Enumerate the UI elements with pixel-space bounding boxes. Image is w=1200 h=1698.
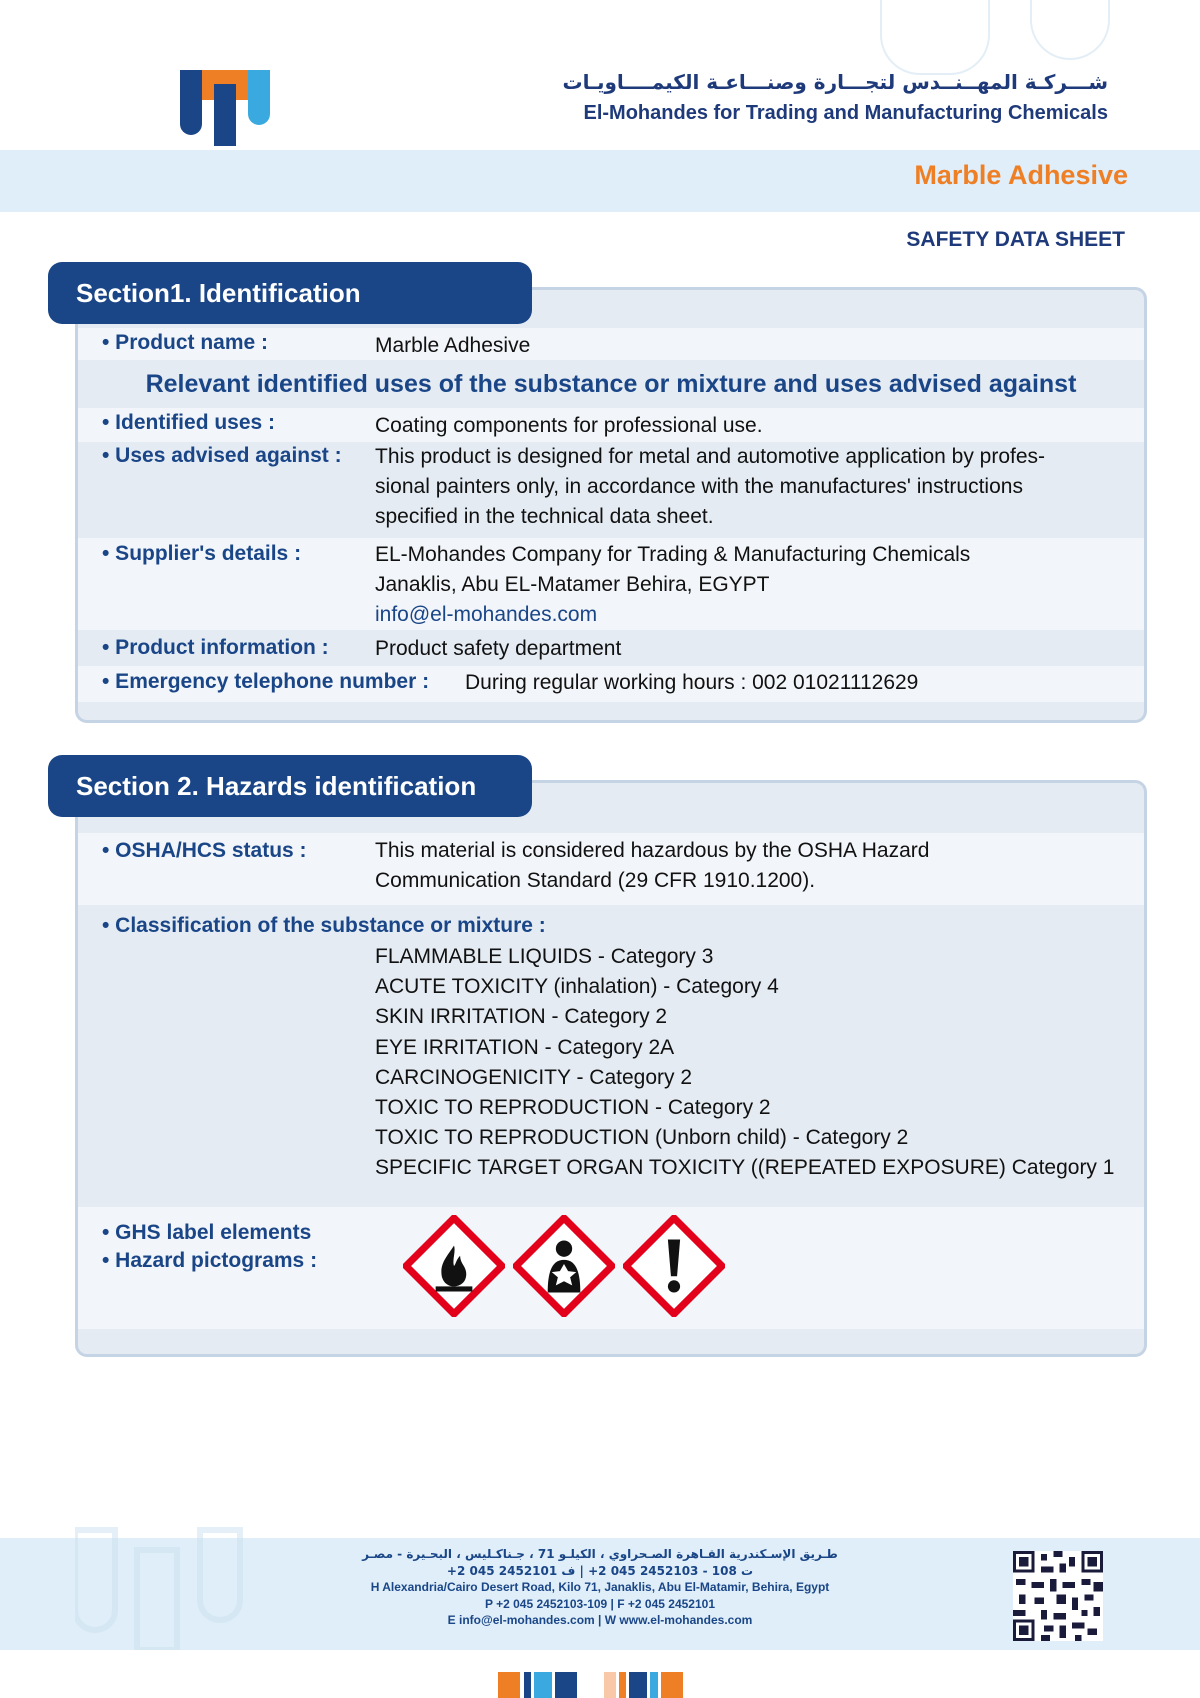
product-information-value: Product safety department <box>375 637 622 660</box>
footer-address: H Alexandria/Cairo Desert Road, Kilo 71, Janaklis, Abu El-Matamir, Behira, Egypt <box>370 1580 830 1594</box>
advised-against-line: sional painters only, in accordance with the manufactures' instructions <box>375 475 1023 498</box>
hazard-pictograms <box>403 1215 743 1325</box>
supplier-line: Janaklis, Abu EL-Matamer Behira, EGYPT <box>375 573 770 596</box>
product-name-row <box>78 328 1144 360</box>
hazard-pictograms-label: • Hazard pictograms : <box>102 1249 318 1272</box>
uses-advised-against-row <box>78 442 1144 534</box>
emergency-value: During regular working hours : 002 01021112629 <box>465 671 919 694</box>
product-information-row <box>78 634 1144 666</box>
osha-status-row <box>78 833 1144 905</box>
section-identification <box>75 287 1147 723</box>
footer-address-arabic: طـريق الإسـكندرية القـاهرة الصـحراوي ، الكيلـو 71 ، جـناكـليس ، البحـيرة - مصـر <box>362 1547 838 1561</box>
osha-status-value <box>375 836 929 896</box>
emergency-row <box>78 666 1144 702</box>
supplier-details-row <box>78 538 1144 630</box>
supplier-line: EL-Mohandes Company for Trading & Manufacturing Chemicals <box>375 543 971 566</box>
classification-item: ACUTE TOXICITY (inhalation) - Category 4 <box>375 975 779 999</box>
decorative-arch <box>1030 0 1110 60</box>
supplier-details-label: • Supplier's details : <box>102 542 302 565</box>
classification-item: SPECIFIC TARGET ORGAN TOXICITY ((REPEATED EXPOSURE) Category 1 <box>375 1156 1115 1180</box>
identified-uses-label: • Identified uses : <box>102 411 276 434</box>
classification-label: • Classification of the substance or mixture : <box>102 914 546 937</box>
classification-item: SKIN IRRITATION - Category 2 <box>375 1005 668 1029</box>
document-type: SAFETY DATA SHEET <box>906 228 1125 251</box>
decorative-arch <box>880 0 990 75</box>
osha-line: Communication Standard (29 CFR 1910.1200). <box>375 869 816 892</box>
supplier-email-link[interactable]: info@el-mohandes.com <box>375 603 598 626</box>
footer-color-bars <box>498 1672 703 1698</box>
footer-watermark-logo-icon <box>75 1520 255 1650</box>
company-name-english: El-Mohandes for Trading and Manufacturing Chemicals <box>583 102 1108 124</box>
advised-against-line: This product is designed for metal and automotive application by profes- <box>375 445 1046 468</box>
uses-advised-against-value <box>375 442 1045 532</box>
company-name-arabic: شـــركـة المهــنــدس لتجـــارة وصنـــاعـة الكيمــــاويـات <box>562 70 1108 94</box>
osha-status-label: • OSHA/HCS status : <box>102 839 307 862</box>
advised-against-line: specified in the technical data sheet. <box>375 505 714 528</box>
emergency-label: • Emergency telephone number : <box>102 670 430 693</box>
exclamation-pictogram-icon <box>623 1215 725 1317</box>
classification-row <box>78 908 1144 1208</box>
footer-email-web[interactable]: E info@el-mohandes.com | W www.el-mohandes.com <box>447 1613 753 1627</box>
identified-uses-value: Coating components for professional use. <box>375 414 763 437</box>
uses-heading: Relevant identified uses of the substance or mixture and uses advised against <box>145 370 1077 398</box>
supplier-details-value <box>375 540 970 630</box>
ghs-label-elements-label: • GHS label elements <box>102 1221 312 1244</box>
osha-line: This material is considered hazardous by the OSHA Hazard <box>375 839 930 862</box>
footer-phone-arabic: ت 108 - 2452103 045 2+ | ف 2452101 045 2+ <box>446 1563 754 1578</box>
flame-pictogram-icon <box>403 1215 505 1317</box>
health-hazard-pictogram-icon <box>513 1215 615 1317</box>
classification-item: FLAMMABLE LIQUIDS - Category 3 <box>375 945 714 968</box>
product-title: Marble Adhesive <box>914 160 1128 190</box>
footer-phone: P +2 045 2452103-109 | F +2 045 2452101 <box>484 1596 715 1611</box>
classification-item: TOXIC TO REPRODUCTION - Category 2 <box>375 1096 771 1120</box>
footer-contact <box>320 1546 880 1629</box>
uses-advised-against-label: • Uses advised against : <box>102 444 342 467</box>
classification-item: EYE IRRITATION - Category 2A <box>375 1035 675 1059</box>
qr-code-icon[interactable] <box>1013 1551 1103 1641</box>
logo-mark-icon <box>180 70 270 146</box>
section-hazards <box>75 780 1147 1357</box>
classification-item: TOXIC TO REPRODUCTION (Unborn child) - Category 2 <box>375 1126 909 1150</box>
section-1-title: Section1. Identification <box>48 262 532 324</box>
classification-list <box>375 942 1114 1184</box>
classification-item: CARCINOGENICITY - Category 2 <box>375 1065 693 1089</box>
section-2-title: Section 2. Hazards identification <box>48 755 532 817</box>
identified-uses-row <box>78 408 1144 442</box>
product-name-label: • Product name : <box>102 331 269 354</box>
product-information-label: • Product information : <box>102 636 329 659</box>
product-name-value: Marble Adhesive <box>375 334 531 357</box>
